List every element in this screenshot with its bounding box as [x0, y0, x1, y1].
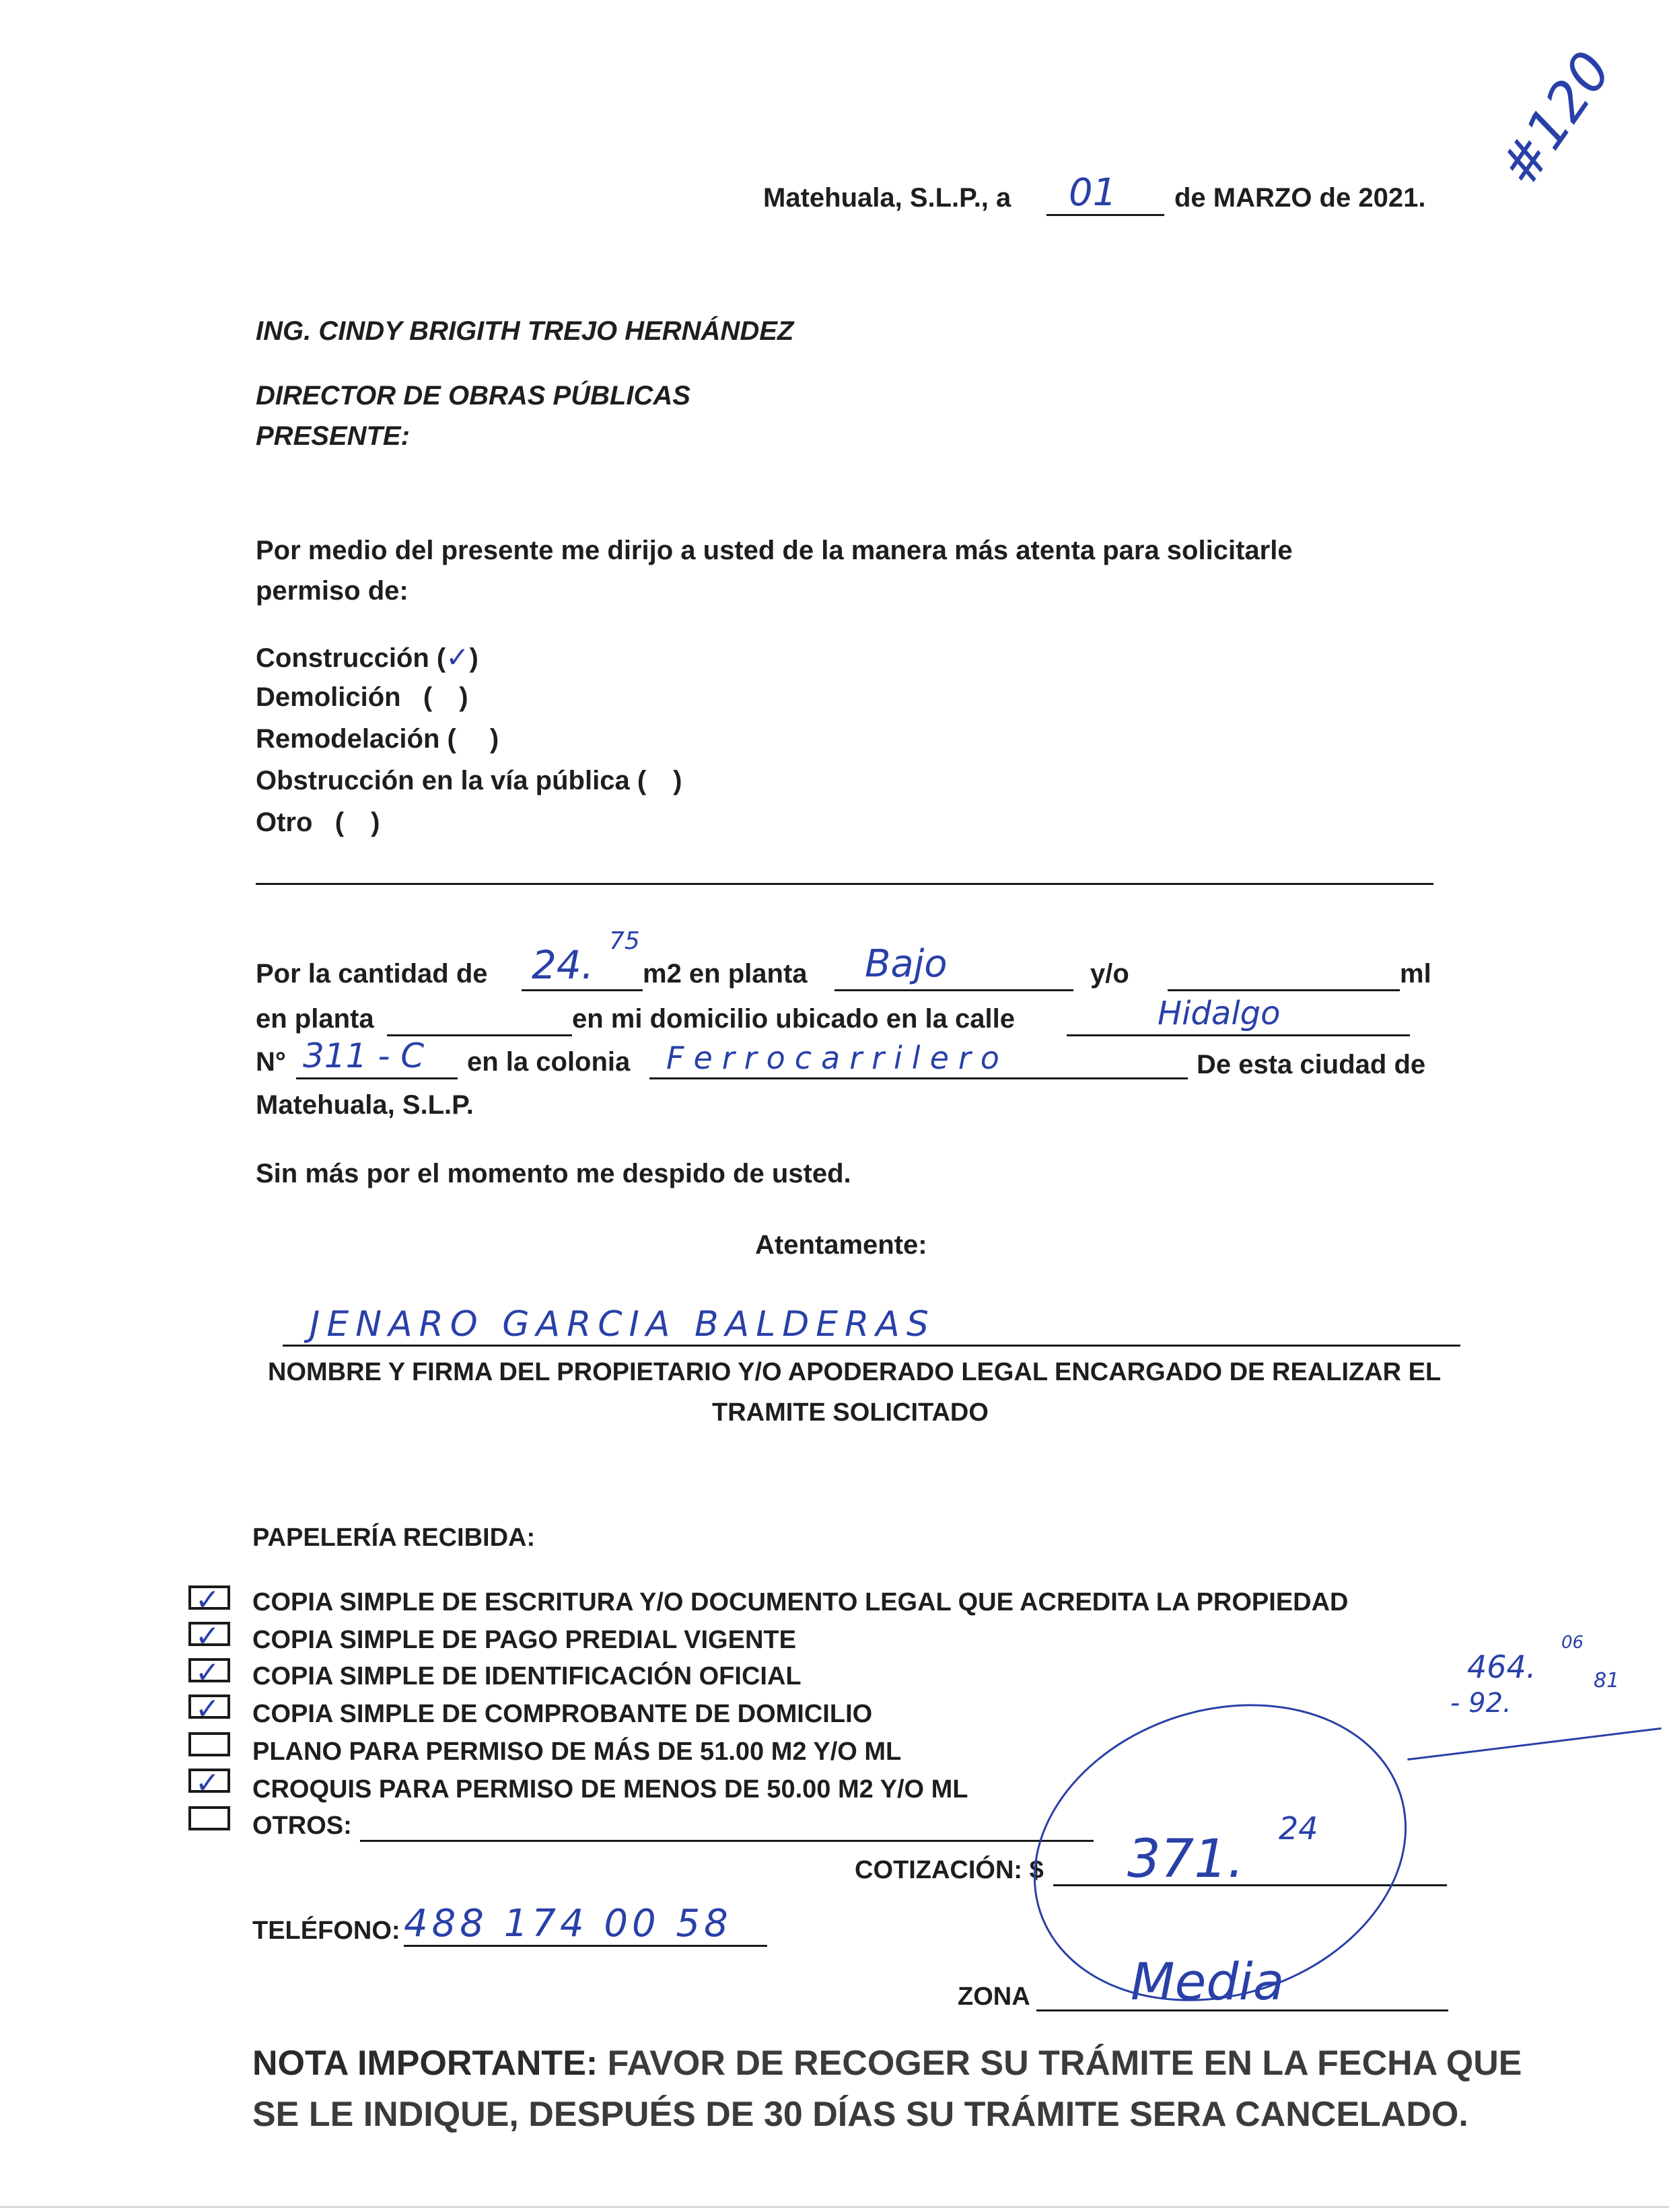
- planta-value: Bajo: [865, 942, 948, 986]
- cotizacion-label: COTIZACIÓN: $: [855, 1856, 1044, 1884]
- numero-label: N°: [256, 1047, 286, 1077]
- telefono-label: TELÉFONO:: [252, 1917, 400, 1945]
- papeleria-item-escritura: COPIA SIMPLE DE ESCRITURA Y/O DOCUMENTO LEGAL QUE ACREDITA LA PROPIEDAD: [252, 1588, 1349, 1616]
- numero-line: [296, 1077, 458, 1079]
- cotizacion-value: 371.: [1127, 1829, 1244, 1890]
- calle-value: Hidalgo: [1158, 995, 1281, 1032]
- calc-line-1: 464.: [1467, 1649, 1536, 1685]
- colonia-line: [649, 1077, 1188, 1079]
- cantidad-line: [522, 989, 643, 991]
- check-mark-icon: ✓: [195, 1656, 220, 1689]
- checkbox-identificacion[interactable]: [188, 1656, 230, 1689]
- nota-strong: NOTA IMPORTANTE:: [252, 2044, 598, 2083]
- yo-label: y/o: [1090, 959, 1129, 989]
- cantidad-decimal: 75: [609, 927, 640, 955]
- colonia-label: en la colonia: [467, 1047, 631, 1077]
- papeleria-item-identificacion: COPIA SIMPLE DE IDENTIFICACIÓN OFICIAL: [252, 1662, 802, 1690]
- recipient-title: DIRECTOR DE OBRAS PÚBLICAS: [256, 381, 690, 411]
- check-mark-icon: ✓: [195, 1583, 220, 1616]
- place-prefix: Matehuala, S.L.P., a: [763, 183, 1011, 213]
- papeleria-item-predial: COPIA SIMPLE DE PAGO PREDIAL VIGENTE: [252, 1626, 796, 1654]
- scan-edge: [0, 2206, 1669, 2208]
- ml-line: [1168, 989, 1400, 991]
- checkbox-otros[interactable]: [188, 1806, 230, 1830]
- planta-line: [834, 989, 1073, 991]
- cantidad-value: 24.: [532, 942, 594, 988]
- checkbox-domicilio[interactable]: [188, 1692, 230, 1725]
- papeleria-item-croquis: CROQUIS PARA PERMISO DE MENOS DE 50.00 M2 Y/O ML: [252, 1775, 968, 1804]
- check-mark-icon: ✓: [195, 1620, 220, 1653]
- ciudad-line: Matehuala, S.L.P.: [256, 1090, 474, 1120]
- papeleria-item-plano: PLANO PARA PERMISO DE MÁS DE 51.00 M2 Y/O ML: [252, 1738, 902, 1766]
- firma-label-2: TRAMITE SOLICITADO: [712, 1398, 989, 1427]
- checkbox-plano[interactable]: [188, 1732, 230, 1756]
- colonia-value: Ferrocarrilero: [666, 1040, 1009, 1076]
- papeleria-item-domicilio: COPIA SIMPLE DE COMPROBANTE DE DOMICILIO: [252, 1700, 873, 1728]
- zona-value: Media: [1131, 1952, 1285, 2011]
- permit-type-otro[interactable]: Otro ( ): [256, 808, 380, 837]
- checkbox-croquis[interactable]: [188, 1767, 230, 1799]
- calle-line: [1067, 1034, 1410, 1036]
- folio-number: #120: [1487, 40, 1624, 198]
- firma-label-1: NOMBRE Y FIRMA DEL PROPIETARIO Y/O APODERADO LEGAL ENCARGADO DE REALIZAR EL: [268, 1358, 1442, 1386]
- calc-decimal-1: 06: [1561, 1633, 1584, 1653]
- intro-line-2: permiso de:: [256, 576, 409, 606]
- permit-type-remodelacion[interactable]: Remodelación ( ): [256, 724, 499, 754]
- signature-line: [283, 1345, 1460, 1347]
- checkbox-escritura[interactable]: [188, 1583, 230, 1616]
- intro-line-1: Por medio del presente me dirijo a usted de la manera más atenta para solicitarle: [256, 536, 1293, 565]
- permit-type-demolicion[interactable]: Demolición ( ): [256, 682, 468, 712]
- date-day: 01: [1069, 171, 1117, 215]
- calc-decimal-2: 81: [1594, 1669, 1620, 1692]
- nota-line-1: FAVOR DE RECOGER SU TRÁMITE EN LA FECHA QUE: [607, 2044, 1522, 2083]
- m2-planta-label: m2 en planta: [643, 959, 808, 989]
- permit-mark: ✓: [446, 641, 470, 674]
- date-suffix: de MARZO de 2021.: [1174, 183, 1426, 213]
- ml-label: ml: [1400, 959, 1431, 989]
- recipient-presente: PRESENTE:: [256, 421, 410, 451]
- despedida-text: Sin más por el momento me despido de usted.: [256, 1159, 851, 1188]
- cotizacion-decimal: 24: [1279, 1810, 1318, 1847]
- checkbox-predial[interactable]: [188, 1620, 230, 1653]
- recipient-name: ING. CINDY BRIGITH TREJO HERNÁNDEZ: [256, 316, 794, 346]
- en-planta-label: en planta: [256, 1004, 374, 1034]
- calc-line-2: - 92.: [1450, 1688, 1512, 1719]
- numero-value: 311 - C: [303, 1036, 425, 1075]
- domicilio-label: en mi domicilio ubicado en la calle: [572, 1004, 1015, 1034]
- otros-line: [360, 1840, 1094, 1842]
- zona-label: ZONA: [958, 1983, 1030, 2011]
- check-mark-icon: ✓: [195, 1692, 220, 1725]
- telefono-value: 488 174 00 58: [404, 1902, 732, 1946]
- papeleria-item-otros: OTROS:: [252, 1812, 352, 1840]
- atentamente-text: Atentamente:: [755, 1230, 927, 1260]
- papeleria-title: PAPELERÍA RECIBIDA:: [252, 1524, 536, 1552]
- check-mark-icon: ✓: [195, 1767, 220, 1799]
- nota-line-2: SE LE INDIQUE, DESPUÉS DE 30 DÍAS SU TRÁMITE SERA CANCELADO.: [252, 2095, 1468, 2134]
- cantidad-label: Por la cantidad de: [256, 959, 488, 989]
- permit-type-obstruccion[interactable]: Obstrucción en la vía pública ( ): [256, 766, 682, 795]
- nota-importante: [252, 2043, 1522, 2083]
- permit-type-construccion[interactable]: Construcción (✓): [256, 641, 478, 674]
- section-divider: [256, 883, 1433, 885]
- calc-stroke: [1407, 1727, 1662, 1760]
- signature-name: JENARO GARCIA BALDERAS: [310, 1304, 935, 1345]
- date-day-line: [1046, 214, 1164, 216]
- ciudad-label: De esta ciudad de: [1197, 1050, 1426, 1079]
